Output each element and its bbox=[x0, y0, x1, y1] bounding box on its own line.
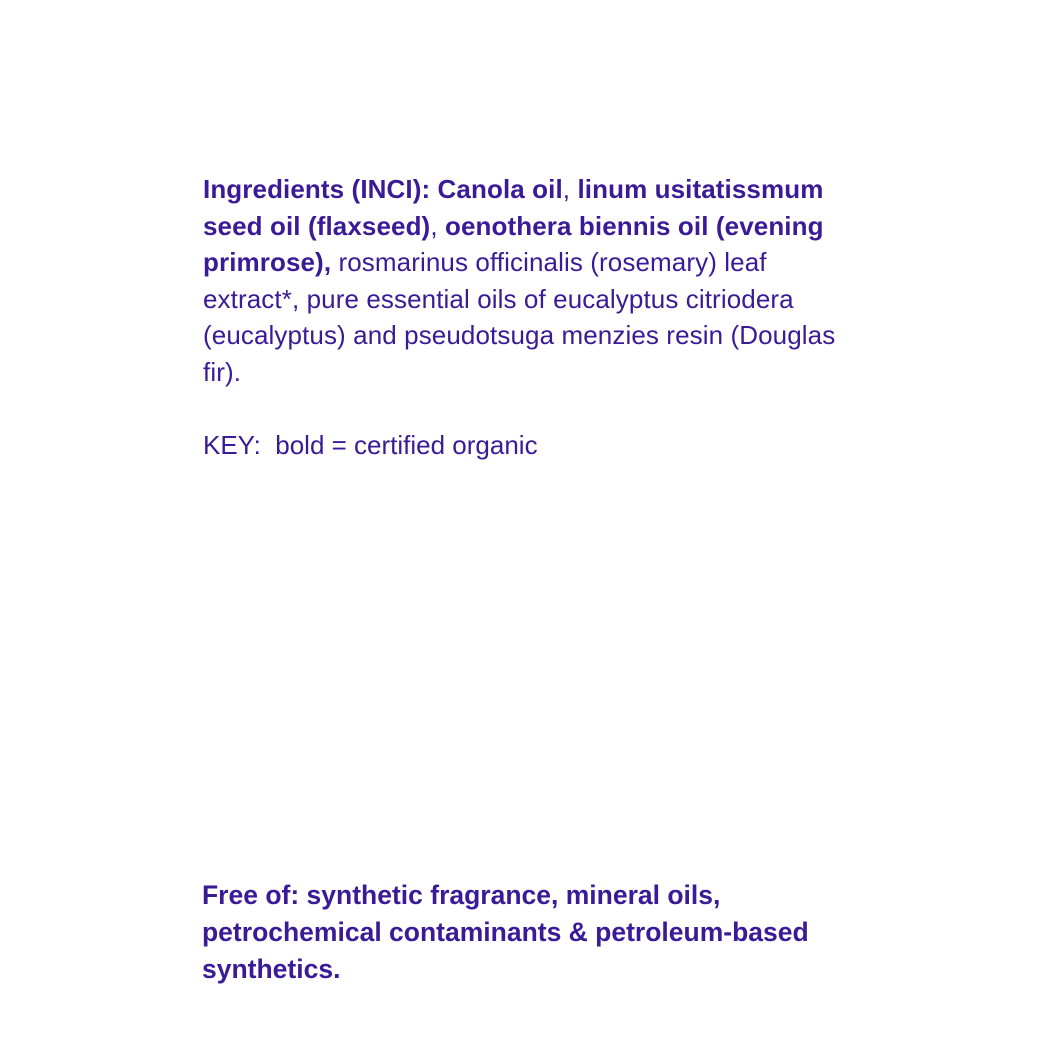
ingredients-separator-2: , bbox=[430, 210, 445, 241]
key-legend: KEY: bold = certified organic bbox=[203, 430, 538, 460]
ingredients-bold-segment-1: Ingredients (INCI): Canola oil bbox=[203, 174, 563, 204]
free-of-statement: Free of: synthetic fragrance, mineral oils, petrochemical contaminants & petroleum-based synthetics. bbox=[202, 880, 809, 984]
ingredients-bold-segment-2: linum usitatissmum seed oil (flaxseed) bbox=[203, 174, 824, 241]
ingredients-regular-segment: rosmarinus officinalis (rosemary) leaf extract*, pure essential oils of eucalyptus citriodera (eucalyptus) and pseudotsuga menzies resin (Douglas fir). bbox=[203, 247, 836, 387]
ingredients-bold-segment-3: oenothera biennis oil (evening primrose), bbox=[203, 210, 824, 277]
ingredients-paragraph bbox=[203, 171, 863, 390]
ingredients-separator-1: , bbox=[562, 174, 578, 204]
